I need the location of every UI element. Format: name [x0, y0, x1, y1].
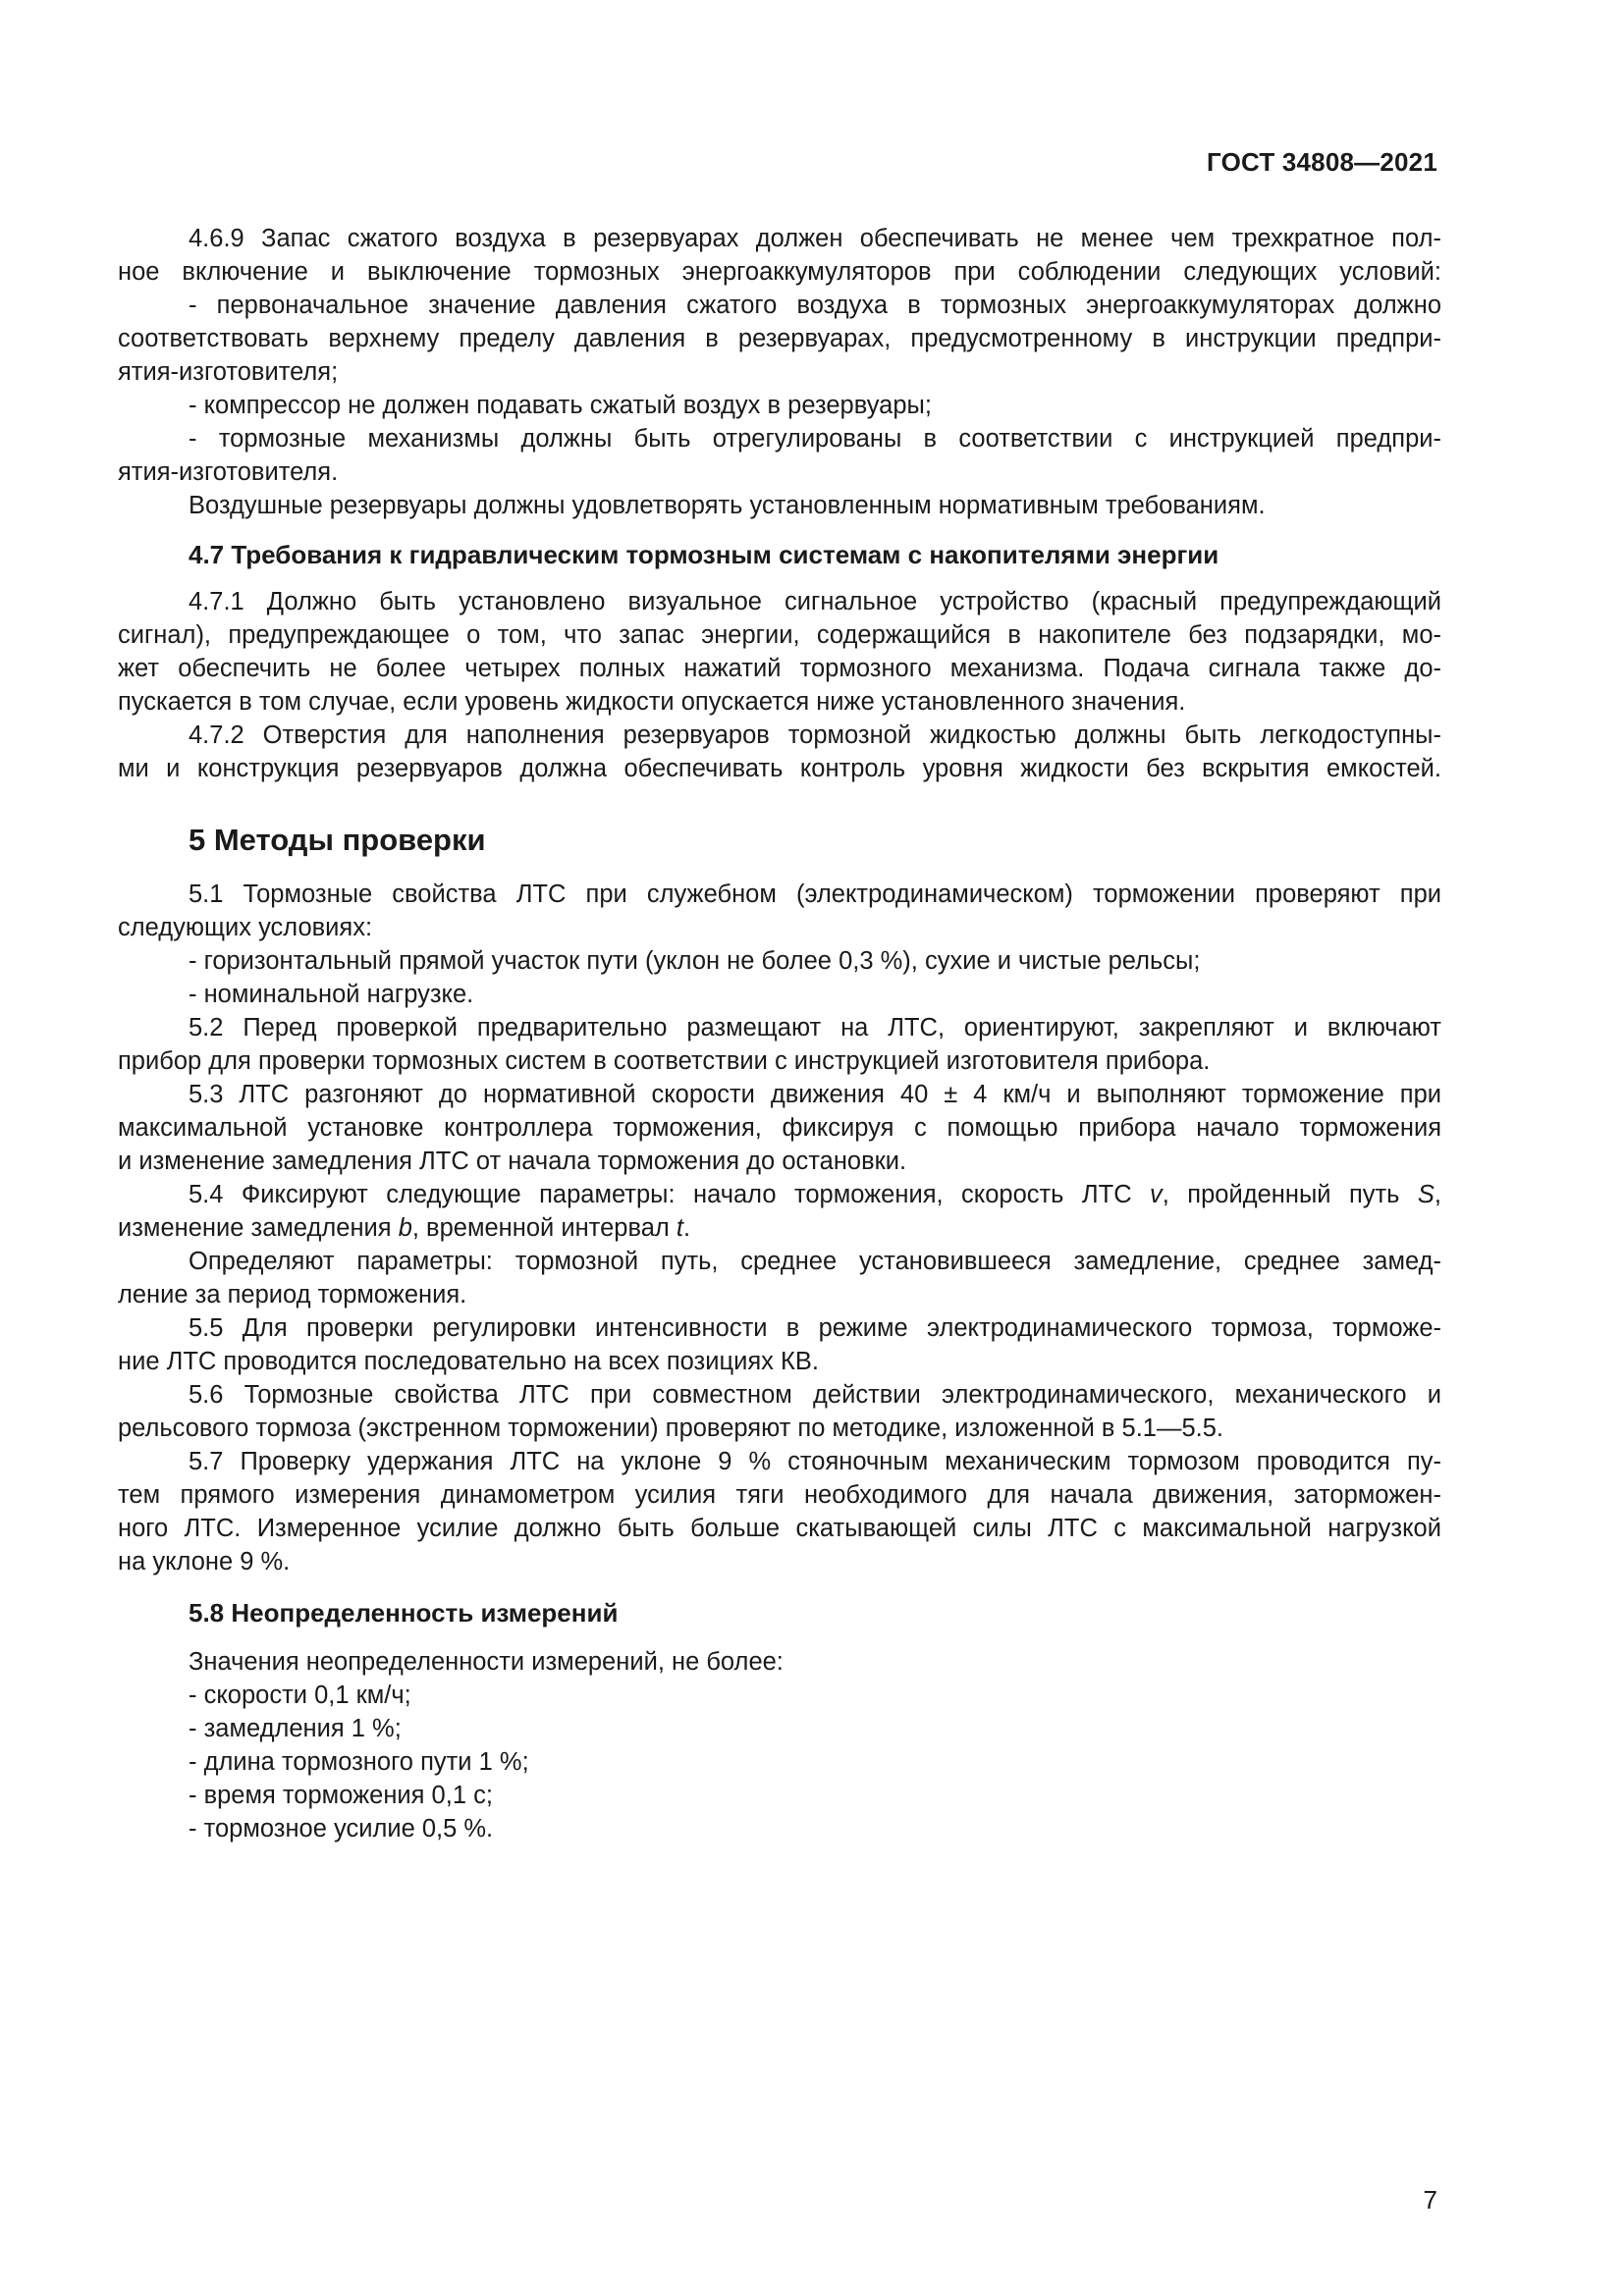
- text-line: ное включение и выключение тормозных энергоаккумуляторов при соблюдении следующих условий:: [118, 258, 1441, 286]
- paragraph: [118, 1311, 1441, 1378]
- text-line: - замедления 1 %;: [189, 1715, 402, 1742]
- text-line: 5.6 Тормозные свойства ЛТС при совместном действии электродинамического, механического и: [189, 1381, 1441, 1409]
- text-line: 4.7.1 Должно быть установлено визуальное сигнальное устройство (красный предупреждающий: [189, 588, 1441, 615]
- text-line: Определяют параметры: тормозной путь, среднее установившееся замедление, среднее замед-: [189, 1248, 1441, 1275]
- text-line: 4.7.2 Отверстия для наполнения резервуаров тормозной жидкостью должны быть легкодоступны-: [189, 721, 1441, 749]
- paragraph: [118, 1712, 1441, 1745]
- text-line: максимальной установке контроллера торможения, фиксируя с помощью прибора начало торможения: [118, 1114, 1441, 1142]
- text-line: и изменение замедления ЛТС от начала торможения до остановки.: [118, 1148, 907, 1175]
- text-line: Значения неопределенности измерений, не более:: [189, 1648, 784, 1676]
- chapter-heading: 5 Методы проверки: [189, 823, 486, 857]
- text-line: на уклоне 9 %.: [118, 1548, 291, 1575]
- paragraph: [118, 1445, 1441, 1578]
- text-line: тем прямого измерения динамометром усилия тяги необходимого для начала движения, заторможен-: [118, 1481, 1441, 1509]
- paragraph: [118, 389, 1441, 422]
- text-line: Воздушные резервуары должны удовлетворять установленным нормативным требованиям.: [189, 492, 1266, 519]
- paragraph: [118, 289, 1441, 389]
- paragraph: [118, 1011, 1441, 1078]
- paragraph: [118, 1378, 1441, 1445]
- text-line: - компрессор не должен подавать сжатый воздух в резервуары;: [189, 392, 932, 419]
- text-line: - номинальной нагрузке.: [189, 981, 474, 1008]
- paragraph: [118, 719, 1441, 785]
- text-line: - время торможения 0,1 с;: [189, 1782, 493, 1809]
- text-line: прибор для проверки тормозных систем в соответствии с инструкцией изготовителя прибора.: [118, 1047, 1211, 1075]
- paragraph: [118, 422, 1441, 489]
- paragraph: [118, 978, 1441, 1011]
- page-number: 7: [1423, 2185, 1437, 2215]
- text-line: 5.4 Фиксируют следующие параметры: начало торможения, скорость ЛТС v, пройденный путь S,: [189, 1181, 1441, 1208]
- paragraph: [118, 1745, 1441, 1779]
- text-line: 5.3 ЛТС разгоняют до нормативной скорости движения 40 ± 4 км/ч и выполняют торможение при: [189, 1081, 1441, 1108]
- text-line: соответствовать верхнему пределу давления в резервуарах, предусмотренному в инструкции предпри-: [118, 325, 1441, 352]
- text-line: следующих условиях:: [118, 914, 373, 941]
- text-line: 5.2 Перед проверкой предварительно размещают на ЛТС, ориентируют, закрепляют и включают: [189, 1014, 1441, 1041]
- paragraph: [118, 1245, 1441, 1311]
- paragraph: [118, 1078, 1441, 1178]
- text-line: - тормозные механизмы должны быть отрегулированы в соответствии с инструкцией предпри-: [189, 425, 1441, 453]
- paragraph: [118, 222, 1441, 289]
- text-line: ление за период торможения.: [118, 1281, 467, 1308]
- text-line: 5.7 Проверку удержания ЛТС на уклоне 9 % стояночным механическим тормозом проводится пу-: [189, 1448, 1441, 1475]
- standard-header: ГОСТ 34808—2021: [1207, 147, 1437, 177]
- paragraph: [118, 1679, 1441, 1712]
- text-line: ми и конструкция резервуаров должна обеспечивать контроль уровня жидкости без вскрытия емкостей.: [118, 755, 1441, 782]
- text-line: ного ЛТС. Измеренное усилие должно быть больше скатывающей силы ЛТС с максимальной нагрузкой: [118, 1515, 1441, 1542]
- text-line: пускается в том случае, если уровень жидкости опускается ниже установленного значения.: [118, 688, 1186, 716]
- text-line: изменение замедления b, временной интервал t.: [118, 1214, 691, 1242]
- text-line: рельсового тормоза (экстренном торможении) проверяют по методике, изложенной в 5.1—5.5.: [118, 1415, 1224, 1442]
- paragraph: [118, 1779, 1441, 1812]
- text-line: - горизонтальный прямой участок пути (уклон не более 0,3 %), сухие и чистые рельсы;: [189, 947, 1201, 975]
- section-heading: 5.8 Неопределенность измерений: [189, 1598, 619, 1628]
- paragraph: [118, 1645, 1441, 1679]
- text-line: 4.6.9 Запас сжатого воздуха в резервуарах должен обеспечивать не менее чем трехкратное пол-: [189, 225, 1441, 252]
- paragraph: [118, 878, 1441, 944]
- text-line: - скорости 0,1 км/ч;: [189, 1682, 411, 1709]
- section-heading: 4.7 Требования к гидравлическим тормозным системам с накопителями энергии: [189, 540, 1219, 569]
- text-line: ние ЛТС проводится последовательно на всех позициях КВ.: [118, 1348, 819, 1375]
- text-line: 5.5 Для проверки регулировки интенсивности в режиме электродинамического тормоза, торможе-: [189, 1314, 1441, 1342]
- text-line: ятия-изготовителя;: [118, 358, 339, 386]
- text-line: - первоначальное значение давления сжатого воздуха в тормозных энергоаккумуляторах должно: [189, 292, 1441, 319]
- paragraph: [118, 1178, 1441, 1245]
- document-body: [118, 222, 1441, 1845]
- paragraph: [118, 1812, 1441, 1845]
- text-line: сигнал), предупреждающее о том, что запас энергии, содержащийся в накопителе без подзарядки, мо-: [118, 621, 1441, 649]
- text-line: 5.1 Тормозные свойства ЛТС при служебном (электродинамическом) торможении проверяют при: [189, 881, 1441, 908]
- text-line: жет обеспечить не более четырех полных нажатий тормозного механизма. Подача сигнала также до-: [118, 655, 1441, 682]
- paragraph: [118, 944, 1441, 978]
- text-line: - тормозное усилие 0,5 %.: [189, 1815, 494, 1842]
- paragraph: [118, 585, 1441, 719]
- text-line: - длина тормозного пути 1 %;: [189, 1748, 529, 1776]
- text-line: ятия-изготовителя.: [118, 458, 339, 486]
- paragraph: [118, 489, 1441, 522]
